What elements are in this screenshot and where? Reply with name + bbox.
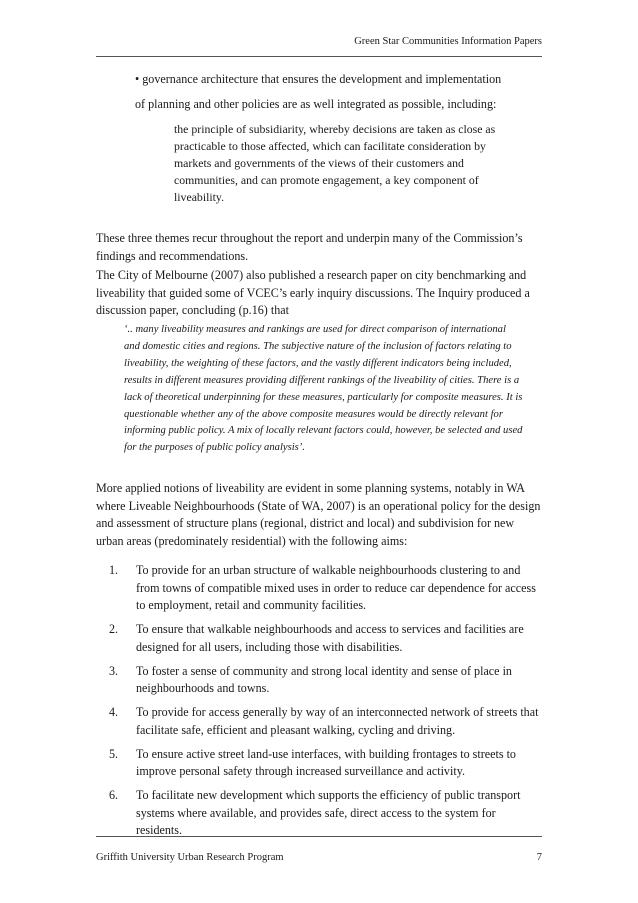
- running-header: Green Star Communities Information Papers: [354, 36, 542, 47]
- list-item-text: To facilitate new development which supports the efficiency of public transport systems where available, and provides safe, direct access to the system for residents.: [136, 788, 521, 837]
- list-number: 5.: [109, 746, 119, 761]
- list-item-text: To provide for an urban structure of walkable neighbourhoods clustering to and from towns of compatible mixed uses in order to reduce car dependence for access to employment, retail and community facilities.: [136, 563, 536, 612]
- header-rule: [96, 56, 542, 57]
- bullet-line-governance: • governance architecture that ensures the development and implementation: [135, 72, 502, 86]
- list-item: [96, 562, 542, 615]
- list-item-text: To ensure active street land-use interfaces, with building frontages to streets to improve personal safety through increased surveillance and activity.: [136, 746, 516, 778]
- list-item-text: To provide for access generally by way of an interconnected network of streets that facilitate safe, efficient and pleasant walking, cycling and driving.: [136, 705, 539, 737]
- bullet-line-continuation: of planning and other policies are as well integrated as possible, including:: [135, 97, 497, 111]
- list-item: [96, 746, 542, 781]
- list-number: 4.: [109, 705, 119, 719]
- list-item: [96, 621, 542, 656]
- paragraph-melbourne: The City of Melbourne (2007) also published a research paper on city benchmarking and liveability that guided some of VCEC’s early inquiry discussions. The Inquiry produced a discussion paper, concluding (p.16) that: [96, 268, 530, 317]
- list-item-text: To foster a sense of community and strong local identity and sense of place in neighbourhoods and towns.: [136, 663, 512, 695]
- page-number: 7: [536, 852, 542, 863]
- paragraph-themes: These three themes recur throughout the report and underpin many of the Commission’s findings and recommendations.: [96, 231, 523, 263]
- list-item: [96, 663, 542, 698]
- footer-rule: [96, 836, 542, 837]
- footer-organization: Griffith University Urban Research Program: [96, 852, 284, 863]
- list-item: [96, 787, 542, 840]
- subsidiarity-paragraph: the principle of subsidiarity, whereby decisions are taken as close as practicable to those affected, which can facilitate consideration by markets and governments of the views of their customers and communities, and can promote engagement, a key component of liveability.: [174, 122, 496, 204]
- aims-list: [96, 562, 542, 846]
- list-number: 3.: [109, 663, 119, 678]
- list-number: 2.: [109, 622, 119, 636]
- block-quote: ‘.. many liveability measures and rankings are used for direct comparison of international and domestic cities and regions. The subjective nature of the inclusion of factors relating to liveability, the weighting of these factors, and the vastly different indicators being included, results in different measures providing different rankings of the liveability of cities. There is a lack of theoretical underpinning for these measures, particularly for composite measures. It is questionable whether any of the above composite measures would be directly relevant for informing public policy. A mix of locally relevant factors could, however, be selected and used for the purposes of public policy analysis’.: [124, 324, 523, 454]
- list-item-text: To ensure that walkable neighbourhoods and access to services and facilities are designed for all users, including those with disabilities.: [136, 622, 524, 654]
- paragraph-applied-notions: More applied notions of liveability are evident in some planning systems, notably in WA where Liveable Neighbourhoods (State of WA, 2007) is an operational policy for the design and assessment of structure plans (regional, district and local) and subdivision for new urban areas (predominately residential) with the following aims:: [96, 481, 541, 548]
- list-number: 6.: [109, 788, 119, 802]
- list-number: 1.: [109, 563, 119, 577]
- list-item: [96, 704, 542, 739]
